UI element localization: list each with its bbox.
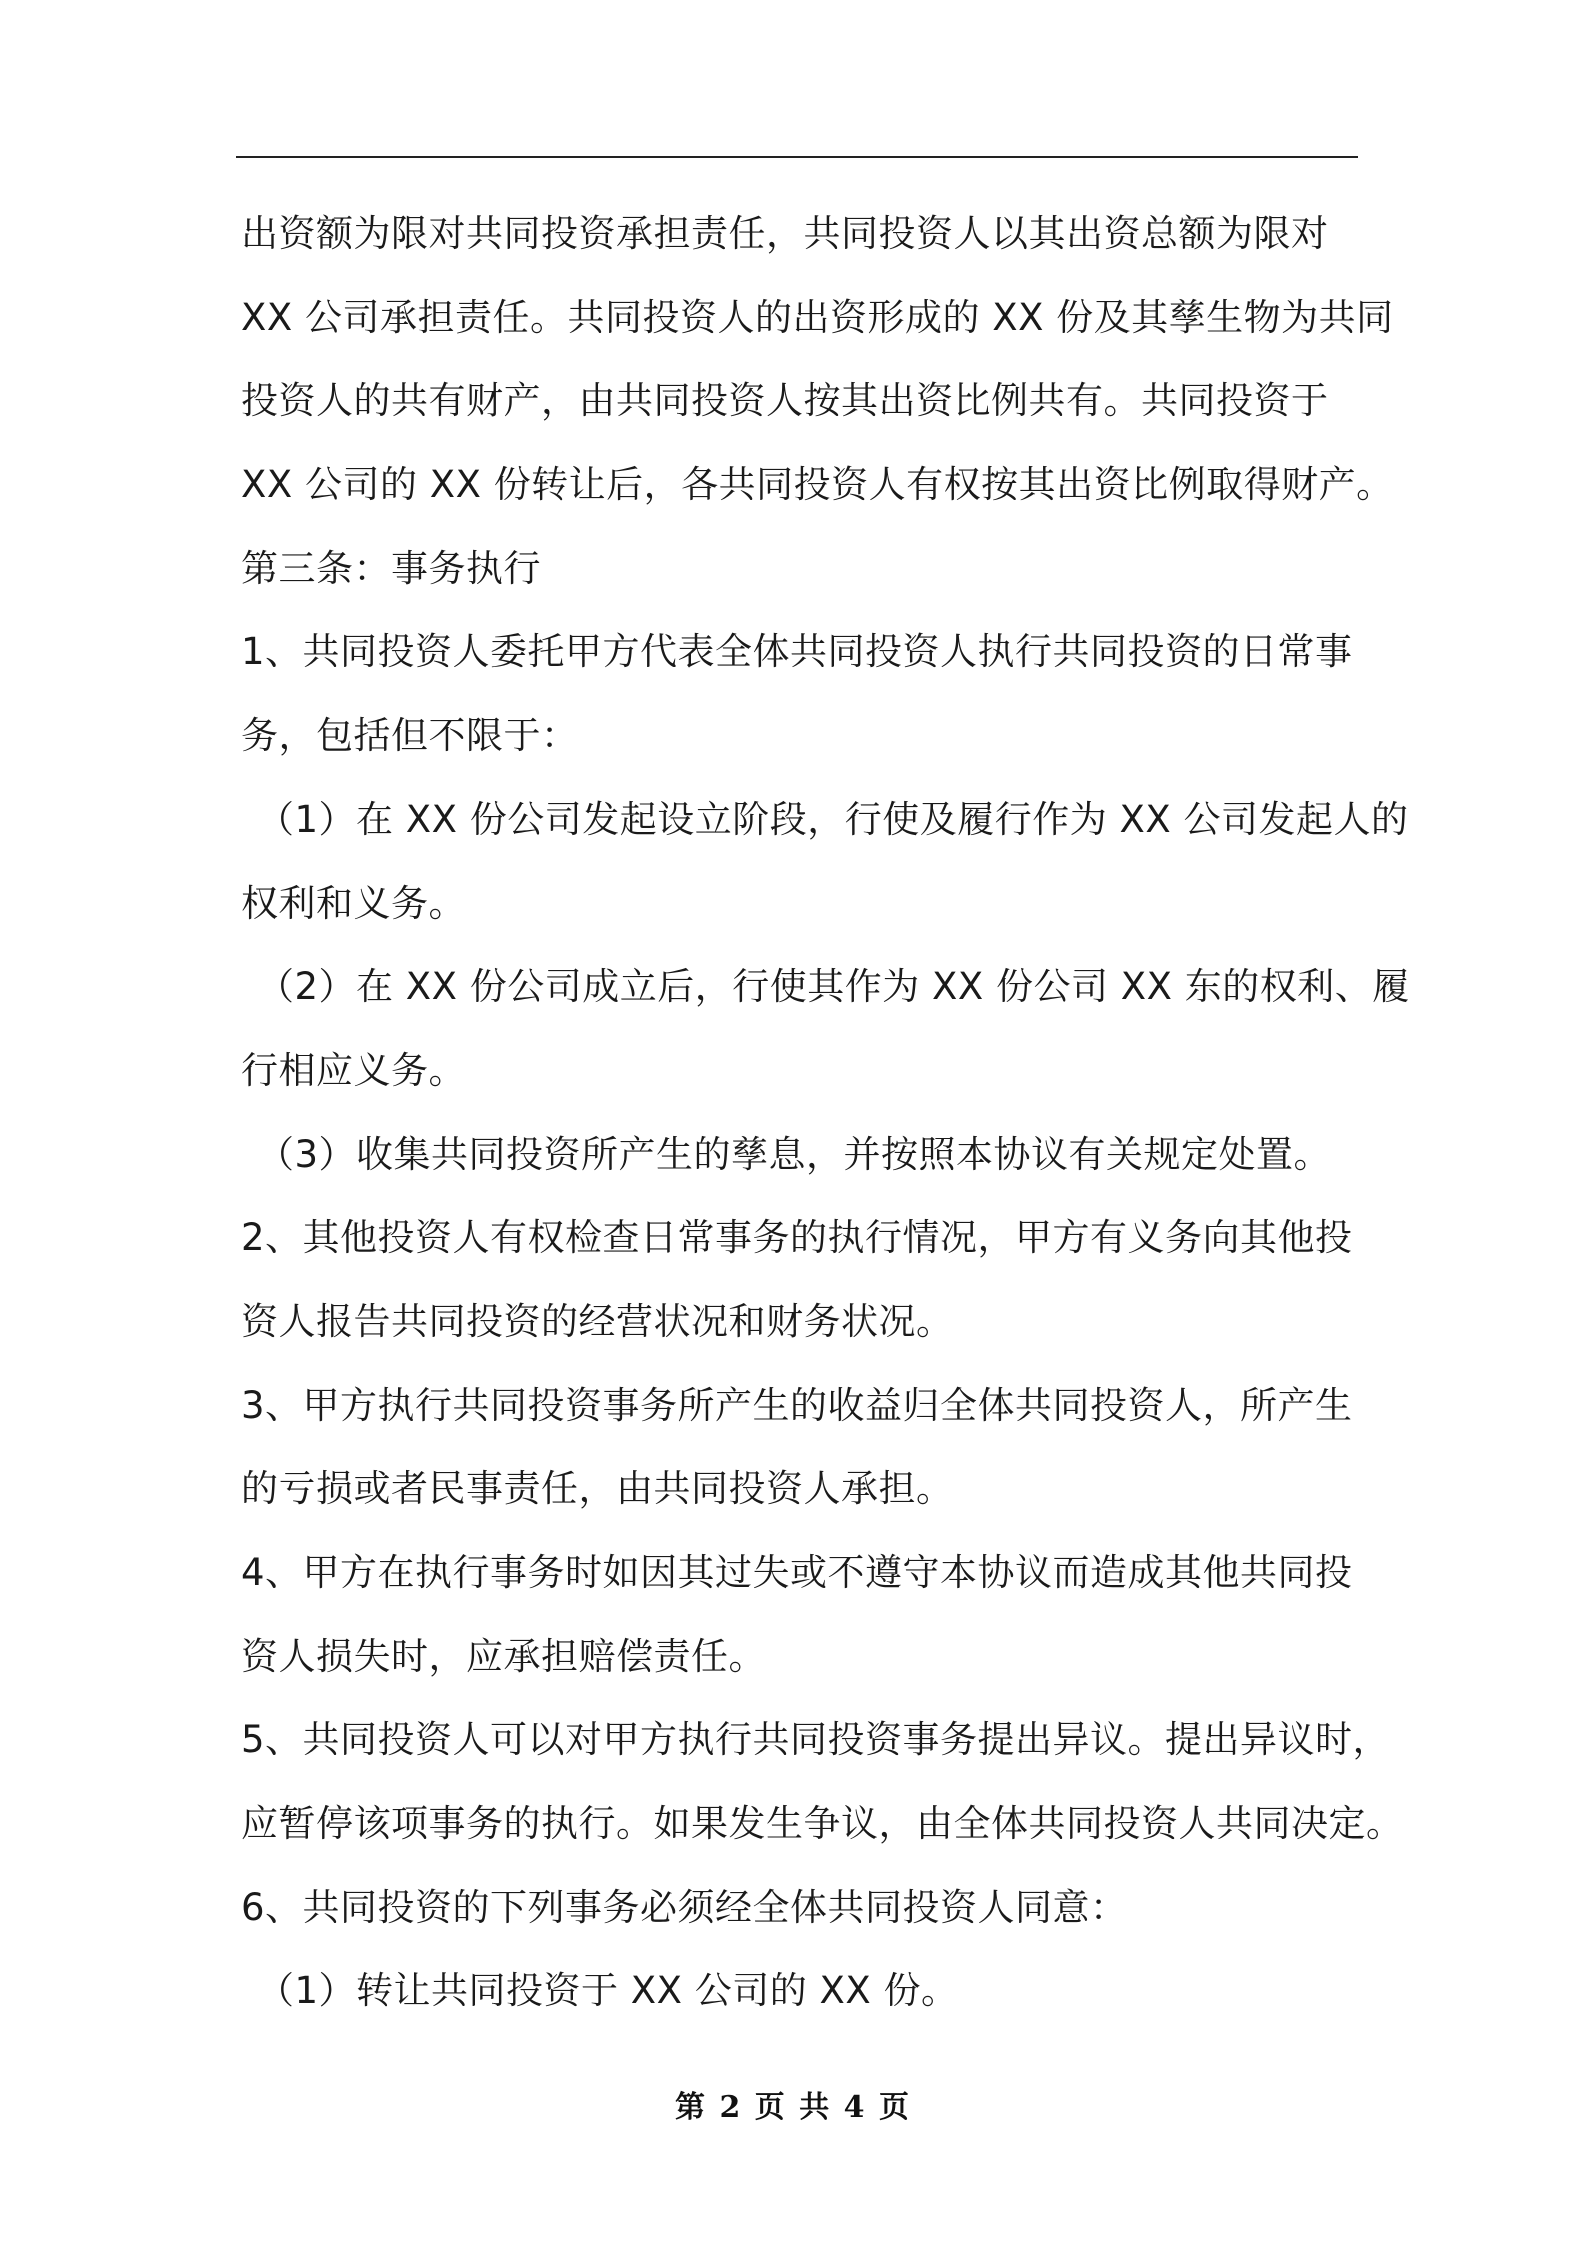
body-line: 2、其他投资人有权检查日常事务的执行情况，甲方有义务向其他投: [241, 1216, 1353, 1260]
body-line: 5、共同投资人可以对甲方执行共同投资事务提出异议。提出异议时，: [241, 1718, 1391, 1762]
article-heading: 第三条：事务执行: [241, 546, 541, 590]
body-line: 1、共同投资人委托甲方代表全体共同投资人执行共同投资的日常事: [241, 630, 1353, 674]
body-line: 务，包括但不限于：: [241, 714, 579, 758]
header-rule: [236, 156, 1358, 158]
body-line: （2）在 XX 份公司成立后，行使其作为 XX 份公司 XX 东的权利、履: [257, 965, 1410, 1009]
body-line: （1）在 XX 份公司发起设立阶段，行使及履行作为 XX 公司发起人的: [257, 797, 1409, 841]
body-line: 出资额为限对共同投资承担责任，共同投资人以其出资总额为限对: [241, 212, 1329, 255]
body-line: 3、甲方执行共同投资事务所产生的收益归全体共同投资人，所产生: [241, 1383, 1353, 1427]
body-line: （3）收集共同投资所产生的孳息，并按照本协议有关规定处置。: [257, 1132, 1332, 1176]
body-line: 行相应义务。: [241, 1048, 466, 1092]
document-body: [241, 192, 1410, 2033]
body-line: 权利和义务。: [241, 881, 466, 925]
body-line: 6、共同投资的下列事务必须经全体共同投资人同意：: [241, 1885, 1128, 1929]
page-number: 第 2 页 共 4 页: [675, 2090, 911, 2125]
body-line: （1）转让共同投资于 XX 公司的 XX 份。: [257, 1969, 959, 2013]
body-line: 资人报告共同投资的经营状况和财务状况。: [241, 1299, 954, 1343]
body-line: 资人损失时，应承担赔偿责任。: [241, 1634, 766, 1678]
body-line: XX 公司承担责任。共同投资人的出资形成的 XX 份及其孳生物为共同: [241, 295, 1394, 339]
body-line: 投资人的共有财产，由共同投资人按其出资比例共有。共同投资于: [241, 379, 1329, 423]
body-line: 的亏损或者民事责任，由共同投资人承担。: [241, 1467, 954, 1511]
body-line: XX 公司的 XX 份转让后，各共同投资人有权按其出资比例取得财产。: [241, 463, 1394, 507]
body-line: 应暂停该项事务的执行。如果发生争议，由全体共同投资人共同决定。: [241, 1802, 1404, 1846]
body-line: 4、甲方在执行事务时如因其过失或不遵守本协议而造成其他共同投: [241, 1551, 1353, 1594]
